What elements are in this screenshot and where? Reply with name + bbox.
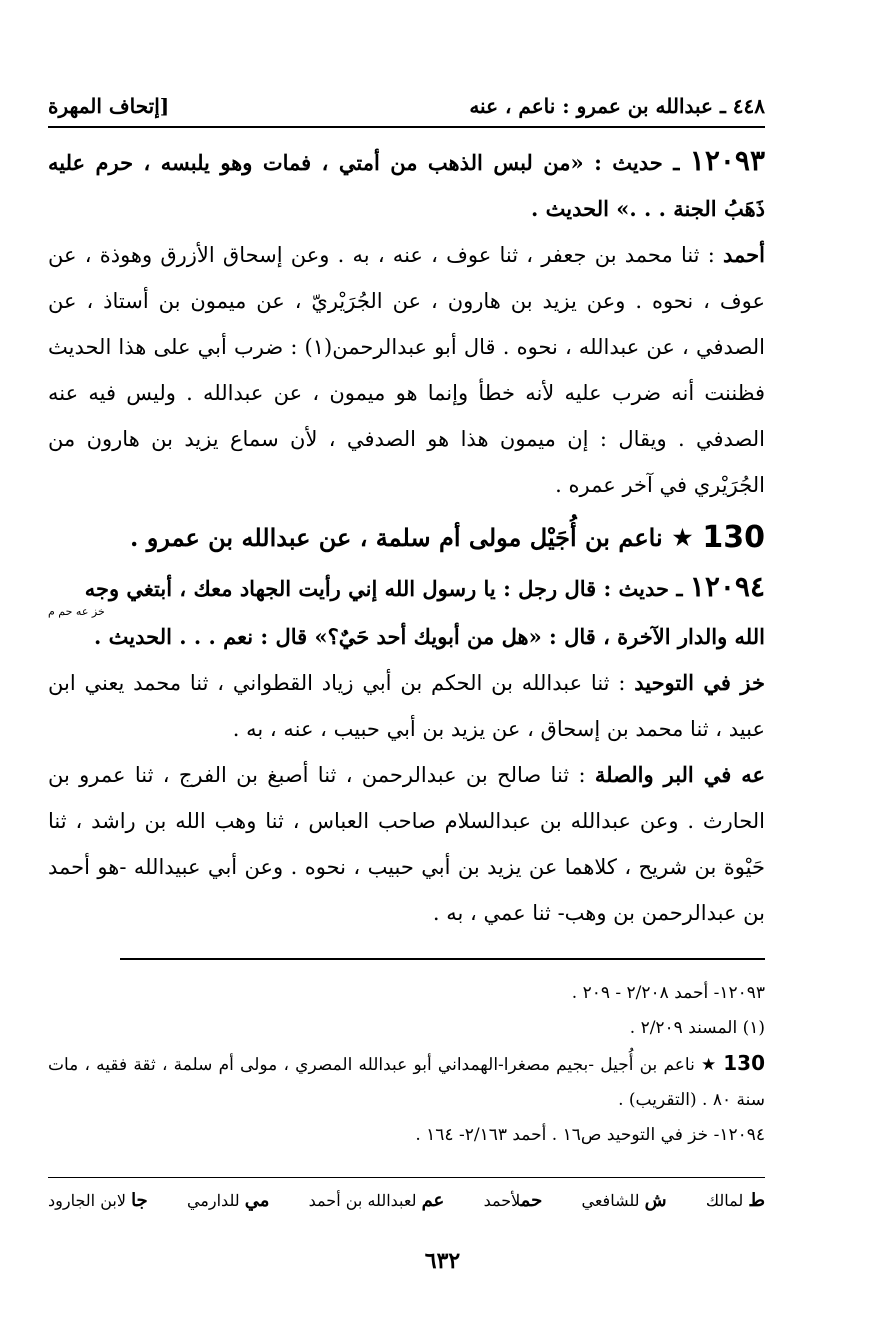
footnote-divider xyxy=(120,958,765,960)
hadith-number: ١٢٠٩٤ xyxy=(689,570,765,603)
legend-code: حم xyxy=(520,1190,543,1211)
hadith-number: ١٢٠٩٣ xyxy=(689,144,765,177)
footnote-narrator xyxy=(48,1046,765,1118)
legend-name: لعبدالله بن أحمد xyxy=(308,1191,417,1210)
star-icon: ★ xyxy=(701,1055,718,1075)
isnad-line: فظننت أنه ضرب عليه لأنه خطأ وإنما هو ميمون ، عن عبدالله . وليس فيه عنه xyxy=(48,381,765,405)
legend-item xyxy=(582,1190,667,1211)
page-number: ٦٣٢ xyxy=(424,1248,461,1274)
legend-name: للشافعي xyxy=(581,1191,640,1210)
hadith-text: ـ حديث : «من لبس الذهب من أمتي ، فمات وهو يلبسه ، حرم عليه ذَهَبُ الجنة . . .» الحديث . xyxy=(48,150,765,221)
header-divider xyxy=(48,126,765,128)
isnad-line: أحمد بن عبدالرحمن بن وهب- ثنا عمي ، به . xyxy=(48,855,765,925)
legend-item xyxy=(309,1190,445,1211)
source-label: أحمد xyxy=(723,242,765,267)
isnad-line: الصدفي ، عن عبدالله ، نحوه . قال أبو عبدالرحمن(١) : ضرب أبي على هذا الحديث xyxy=(48,335,766,359)
legend-name: لمالك xyxy=(705,1191,744,1210)
hadith-text: ـ حديث : قال رجل : يا رسول الله إني رأيت الجهاد معك ، أبتغي وجه xyxy=(84,576,683,601)
footnotes xyxy=(48,976,765,1153)
legend-item xyxy=(706,1190,765,1211)
narrator-number: 130 xyxy=(702,520,765,555)
isnad-line: : ثنا محمد بن جعفر ، ثنا عوف ، عنه ، به . وعن إسحاق الأزرق وهوذة ، xyxy=(84,243,715,267)
isnad-line: الصدفي . ويقال : إن ميمون هذا هو الصدفي ، لأن سماع يزيد بن هارون من الجُرَيْري xyxy=(48,427,765,497)
header-section-title: ٤٤٨ ـ عبدالله بن عمرو : ناعم ، عنه xyxy=(469,94,765,118)
hadith-12094 xyxy=(48,564,765,612)
hadith-text-continued: الله والدار الآخرة ، قال : «هل من أبويك أحد حَيٌ؟» قال : نعم . . . الحديث . xyxy=(94,624,765,649)
narrator-number: 130 xyxy=(723,1051,766,1075)
legend-item xyxy=(187,1190,269,1211)
isnad-line: الحارث . وعن عبدالله بن عبدالسلام صاحب العباس ، ثنا وهب الله بن راشد ، ثنا xyxy=(48,809,765,833)
legend-name: للدارمي xyxy=(186,1191,240,1210)
legend-item xyxy=(48,1190,148,1211)
legend-divider xyxy=(48,1177,765,1178)
narrator-name: ناعم بن أُجَيْل مولى أم سلمة ، عن عبدالله بن عمرو . xyxy=(130,523,663,552)
narrator-heading xyxy=(48,512,765,564)
source-label: خز في التوحيد xyxy=(634,670,765,695)
isnad-line: عن عوف ، نحوه . وعن يزيد بن هارون ، عن الجُرَيْريّ ، عن ميمون بن أستاذ ، عن xyxy=(48,243,765,313)
star-icon: ★ xyxy=(672,525,693,551)
legend-item xyxy=(484,1190,543,1211)
legend-name: لابن الجارود xyxy=(48,1191,126,1210)
isnad-line: : ثنا عبدالله بن الحكم بن أبي زياد القطواني ، ثنا محمد يعني xyxy=(84,671,626,695)
footnote: (١) المسند ٢/٢٠٩ . xyxy=(629,1018,765,1038)
isnad-paragraph xyxy=(48,232,765,508)
main-text xyxy=(48,138,765,936)
legend-code: عم xyxy=(421,1190,445,1211)
legend-code: ط xyxy=(748,1190,765,1211)
footnote: ١٢٠٩٣- أحمد ٢/٢٠٨ - ٢٠٩ . xyxy=(571,983,765,1003)
legend-code: جا xyxy=(131,1190,148,1211)
legend-name: لأحمد xyxy=(483,1191,521,1210)
isnad-line: : ثنا صالح بن عبدالرحمن ، ثنا أصبغ بن الفرج ، ثنا عمرو بن xyxy=(48,763,586,787)
running-header xyxy=(48,86,765,118)
footnote-line: فقيه ، مات سنة ٨٠ . (التقريب) . xyxy=(48,1055,765,1110)
isnad-paragraph xyxy=(48,660,765,752)
legend-code: ش xyxy=(644,1190,667,1211)
isnad-paragraph xyxy=(48,752,765,936)
isnad-line: في آخر عمره . xyxy=(555,473,688,497)
sigla-note: خز عه حم م xyxy=(48,605,105,618)
source-label: عه في البر والصلة xyxy=(594,762,765,787)
sigla-legend xyxy=(48,1190,765,1211)
footnote: ١٢٠٩٤- خز في التوحيد ص١٦ . أحمد ٢/١٦٣- ١٦٤ . xyxy=(415,1125,765,1145)
isnad-line: ابن عبيد ، ثنا محمد بن إسحاق ، عن يزيد بن أبي حبيب ، عنه ، به . xyxy=(48,671,765,741)
header-book-title: [إتحاف المهرة xyxy=(48,94,170,118)
footnote-line: ناعم بن أُجيل -بجيم مصغرا-الهمداني أبو عبدالله المصري ، مولى أم سلمة ، ثقة xyxy=(133,1055,695,1075)
legend-code: مي xyxy=(244,1190,270,1211)
isnad-line: حَيْوة بن شريح ، كلاهما عن يزيد بن أبي حبيب ، نحوه . وعن أبي عبيدالله -هو xyxy=(97,855,765,879)
hadith-12093 xyxy=(48,138,765,232)
